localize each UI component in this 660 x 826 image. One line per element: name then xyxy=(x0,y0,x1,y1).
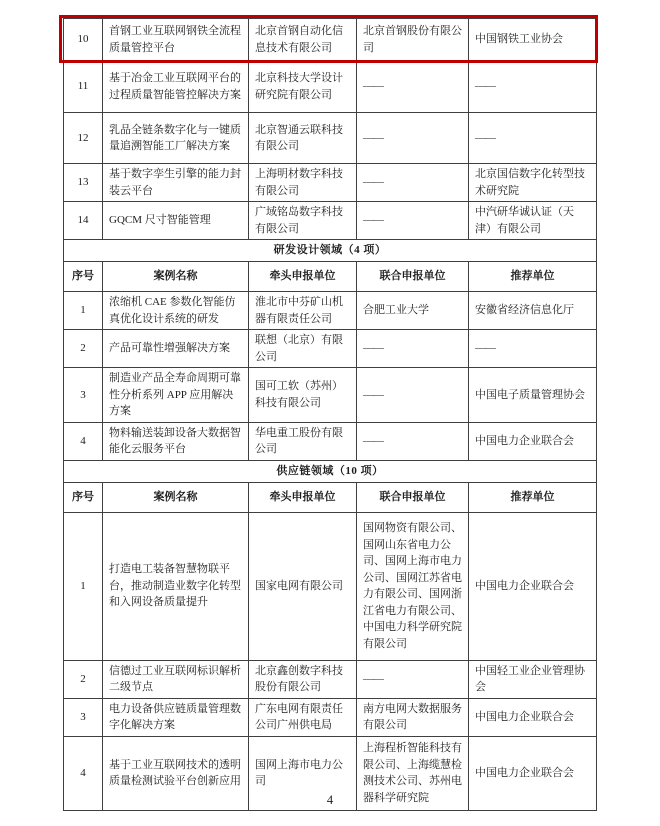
section-title: 研发设计领域（4 项） xyxy=(64,240,597,262)
cell-lead-unit: 联想（北京）有限公司 xyxy=(249,330,357,368)
table-row xyxy=(64,660,597,698)
table-header-row xyxy=(64,482,597,512)
section-title-row xyxy=(64,240,597,262)
cell-lead-unit: 北京科技大学设计研究院有限公司 xyxy=(249,61,357,113)
cell-case-name: 基于冶金工业互联网平台的过程质量智能管控解决方案 xyxy=(103,61,249,113)
cell-case-name: 物料输送装卸设备大数据智能化云服务平台 xyxy=(103,422,249,460)
cell-no: 13 xyxy=(64,164,103,202)
cell-joint-unit: 国网物资有限公司、国网山东省电力公司、国网上海市电力公司、国网江苏省电力有限公司、国网浙江省电力有限公司、中国电力科学研究院有限公司 xyxy=(357,512,469,660)
cell-no: 11 xyxy=(64,61,103,113)
cell-joint-unit: —— xyxy=(357,61,469,113)
table-row xyxy=(64,113,597,164)
column-header: 序号 xyxy=(64,482,103,512)
cell-case-name: 首钢工业互联网钢铁全流程质量管控平台 xyxy=(103,19,249,61)
column-header: 牵头申报单位 xyxy=(249,262,357,292)
cell-joint-unit: —— xyxy=(357,330,469,368)
cell-case-name: 产品可靠性增强解决方案 xyxy=(103,330,249,368)
cell-lead-unit: 国网上海市电力公司 xyxy=(249,736,357,810)
cell-lead-unit: 北京鑫创数字科技股份有限公司 xyxy=(249,660,357,698)
cell-no: 1 xyxy=(64,292,103,330)
cell-joint-unit: —— xyxy=(357,660,469,698)
cell-lead-unit: 国可工软（苏州）科技有限公司 xyxy=(249,368,357,423)
column-header: 案例名称 xyxy=(103,482,249,512)
cell-recommend-unit: 中国电力企业联合会 xyxy=(469,422,597,460)
cell-joint-unit: —— xyxy=(357,422,469,460)
cell-no: 14 xyxy=(64,202,103,240)
cell-lead-unit: 北京智通云联科技有限公司 xyxy=(249,113,357,164)
table-row xyxy=(64,330,597,368)
cell-lead-unit: 北京首钢自动化信息技术有限公司 xyxy=(249,19,357,61)
column-header: 联合申报单位 xyxy=(357,262,469,292)
cell-joint-unit: —— xyxy=(357,164,469,202)
cell-lead-unit: 广域铭岛数字科技有限公司 xyxy=(249,202,357,240)
cell-joint-unit: —— xyxy=(357,368,469,423)
cell-joint-unit: —— xyxy=(357,113,469,164)
cell-lead-unit: 广东电网有限责任公司广州供电局 xyxy=(249,698,357,736)
cell-case-name: 信德过工业互联网标识解析二级节点 xyxy=(103,660,249,698)
cell-recommend-unit: 中国轻工业企业管理协会 xyxy=(469,660,597,698)
cell-lead-unit: 国家电网有限公司 xyxy=(249,512,357,660)
cell-lead-unit: 华电重工股份有限公司 xyxy=(249,422,357,460)
column-header: 推荐单位 xyxy=(469,482,597,512)
section-title: 供应链领域（10 项） xyxy=(64,460,597,482)
cell-recommend-unit: —— xyxy=(469,330,597,368)
table-row xyxy=(64,368,597,423)
cell-case-name: 制造业产品全寿命周期可靠性分析系列 APP 应用解决方案 xyxy=(103,368,249,423)
page-number: 4 xyxy=(326,793,334,807)
section-title-row xyxy=(64,460,597,482)
cell-case-name: 打造电工装备智慧物联平台，推动制造业数字化转型和入网设备质量提升 xyxy=(103,512,249,660)
cell-no: 4 xyxy=(64,422,103,460)
cell-no: 1 xyxy=(64,512,103,660)
cell-recommend-unit: 中国电力企业联合会 xyxy=(469,736,597,810)
cell-joint-unit: 上海程析智能科技有限公司、上海缆慧检测技术公司、苏州电器科学研究院 xyxy=(357,736,469,810)
cell-joint-unit: —— xyxy=(357,202,469,240)
cell-case-name: 浓缩机 CAE 参数化智能仿真优化设计系统的研发 xyxy=(103,292,249,330)
cell-recommend-unit: 北京国信数字化转型技术研究院 xyxy=(469,164,597,202)
cell-lead-unit: 上海明材数字科技有限公司 xyxy=(249,164,357,202)
cell-recommend-unit: 中汽研华诚认证（天津）有限公司 xyxy=(469,202,597,240)
table-header-row xyxy=(64,262,597,292)
cell-case-name: GQCM 尺寸智能管理 xyxy=(103,202,249,240)
cell-joint-unit: 南方电网大数据服务有限公司 xyxy=(357,698,469,736)
cell-no: 2 xyxy=(64,660,103,698)
cell-case-name: 电力设备供应链质量管理数字化解决方案 xyxy=(103,698,249,736)
cell-recommend-unit: 安徽省经济信息化厅 xyxy=(469,292,597,330)
column-header: 序号 xyxy=(64,262,103,292)
cell-no: 4 xyxy=(64,736,103,810)
cell-recommend-unit: —— xyxy=(469,61,597,113)
cell-case-name: 基于工业互联网技术的透明质量检测试验平台创新应用 xyxy=(103,736,249,810)
cell-case-name: 基于数字孪生引擎的能力封装云平台 xyxy=(103,164,249,202)
column-header: 牵头申报单位 xyxy=(249,482,357,512)
cell-recommend-unit: —— xyxy=(469,113,597,164)
cell-recommend-unit: 中国电力企业联合会 xyxy=(469,698,597,736)
cell-joint-unit: 合肥工业大学 xyxy=(357,292,469,330)
cell-no: 3 xyxy=(64,698,103,736)
cell-no: 12 xyxy=(64,113,103,164)
cell-no: 3 xyxy=(64,368,103,423)
table-row xyxy=(64,292,597,330)
table-row xyxy=(64,164,597,202)
column-header: 推荐单位 xyxy=(469,262,597,292)
cell-recommend-unit: 中国电力企业联合会 xyxy=(469,512,597,660)
cell-recommend-unit: 中国钢铁工业协会 xyxy=(469,19,597,61)
award-case-table xyxy=(63,18,597,811)
table-row xyxy=(64,202,597,240)
cell-case-name: 乳品全链条数字化与一键质量追溯智能工厂解决方案 xyxy=(103,113,249,164)
table-row xyxy=(64,698,597,736)
table-row xyxy=(64,512,597,660)
cell-lead-unit: 淮北市中芬矿山机器有限责任公司 xyxy=(249,292,357,330)
column-header: 案例名称 xyxy=(103,262,249,292)
table-row xyxy=(64,19,597,61)
cell-recommend-unit: 中国电子质量管理协会 xyxy=(469,368,597,423)
cell-no: 10 xyxy=(64,19,103,61)
table-row xyxy=(64,61,597,113)
table-row xyxy=(64,422,597,460)
cell-joint-unit: 北京首钢股份有限公司 xyxy=(357,19,469,61)
column-header: 联合申报单位 xyxy=(357,482,469,512)
cell-no: 2 xyxy=(64,330,103,368)
